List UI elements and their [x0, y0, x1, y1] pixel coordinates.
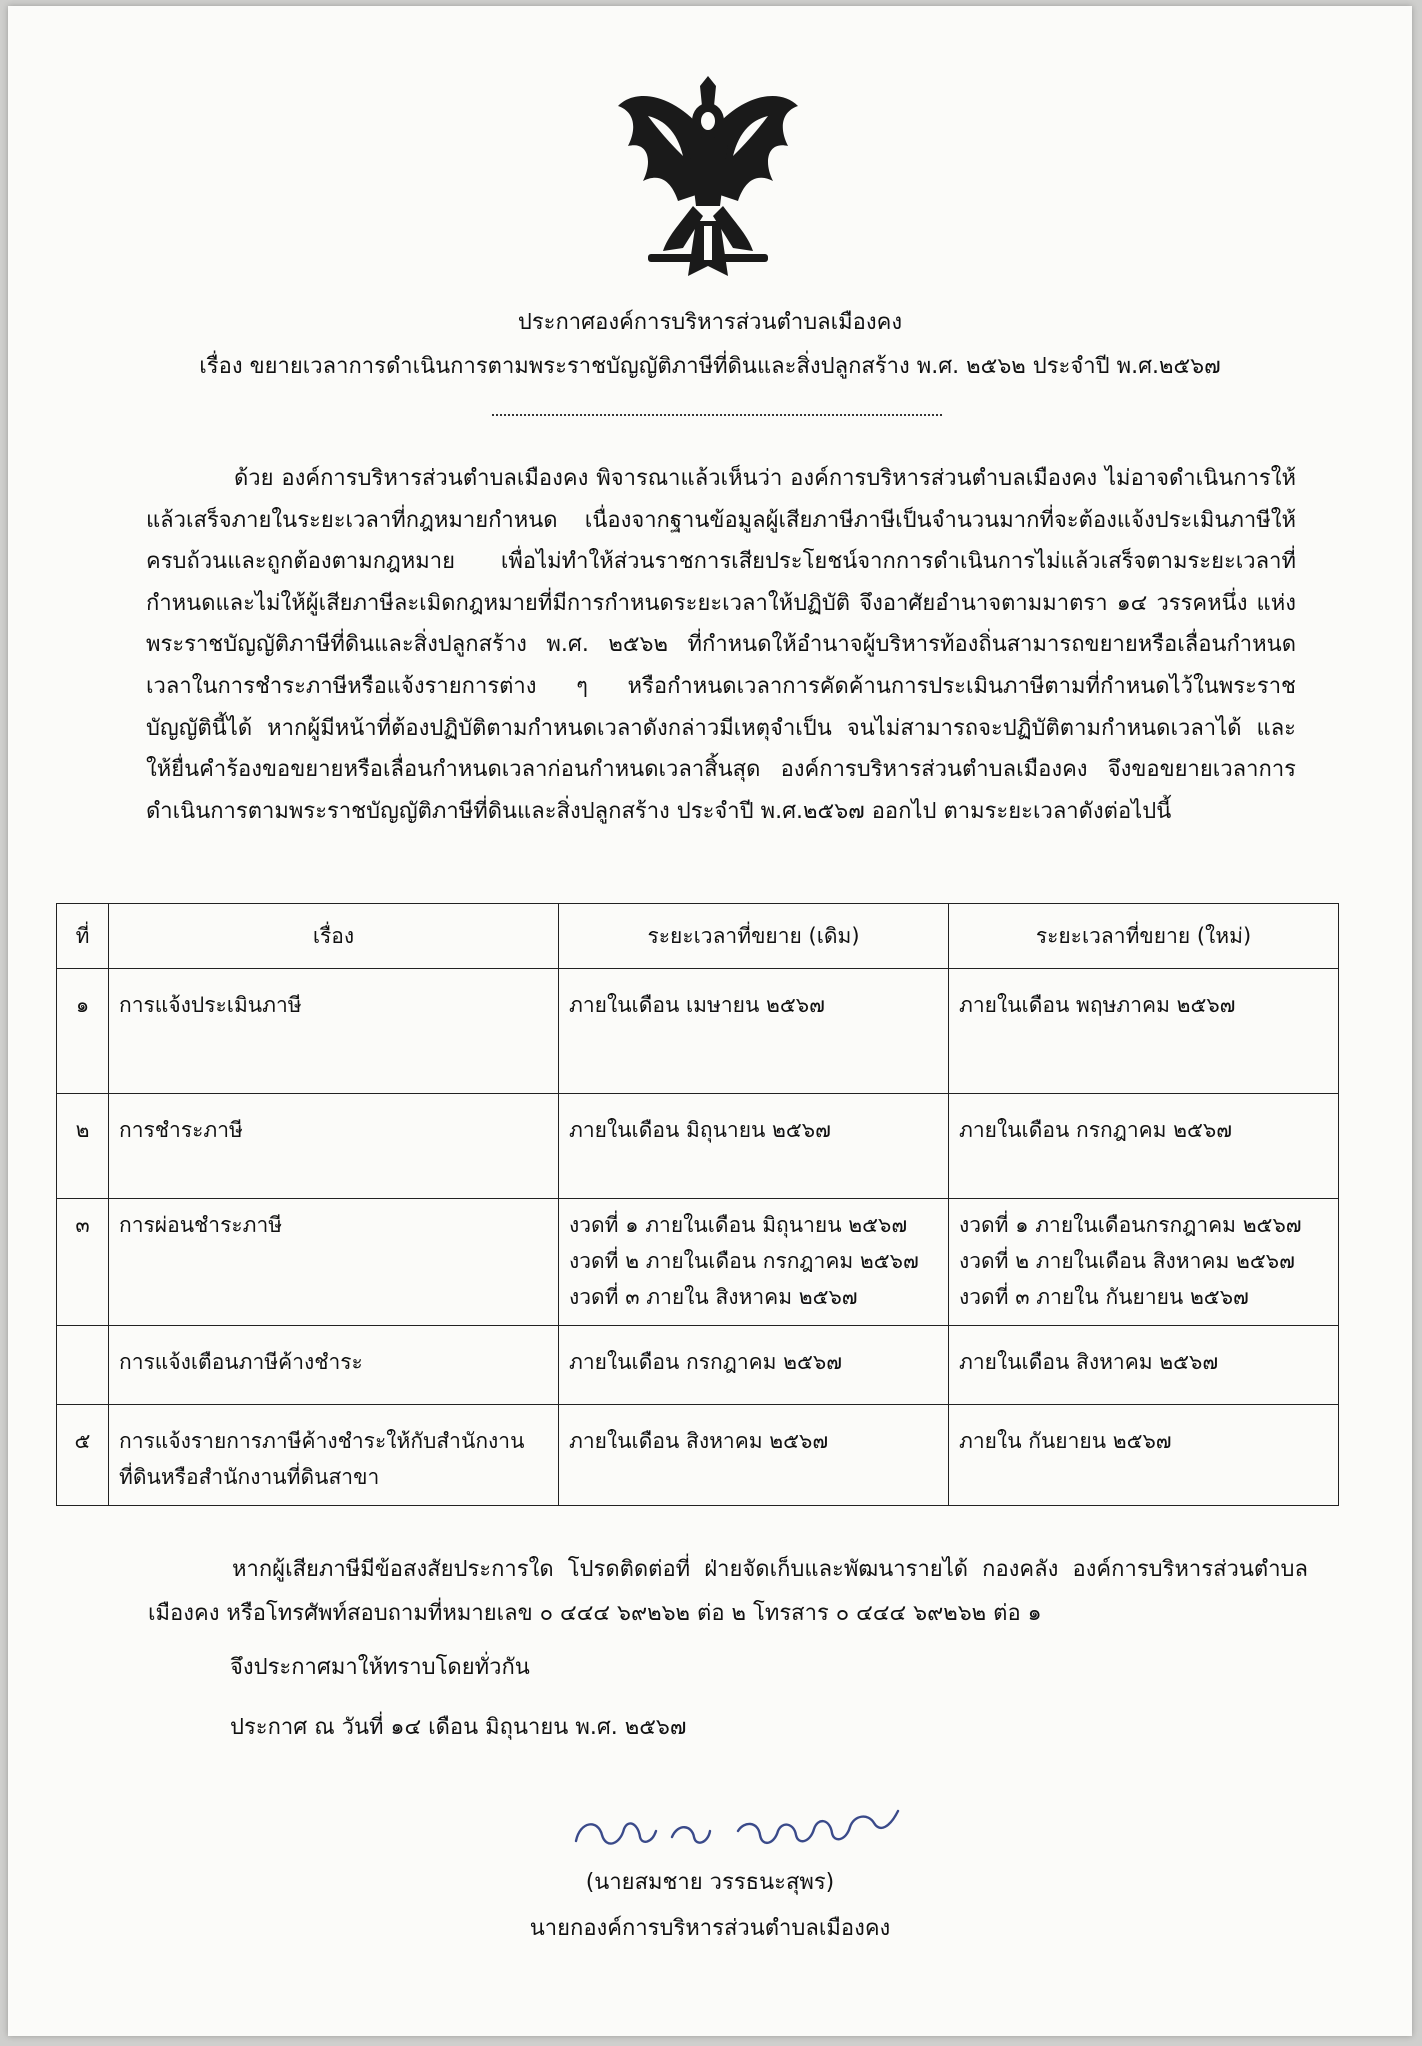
- row-topic: การแจ้งประเมินภาษี: [109, 969, 559, 1094]
- announcement-title: ประกาศองค์การบริหารส่วนตำบลเมืองคง: [517, 310, 903, 335]
- row-new-period: [949, 1199, 1339, 1326]
- column-header-old-period: ระยะเวลาที่ขยาย (เดิม): [559, 904, 949, 969]
- table-row: [57, 1199, 1339, 1326]
- row-old-period: ภายในเดือน สิงหาคม ๒๕๖๗: [559, 1405, 949, 1506]
- row-new-period: ภายในเดือน สิงหาคม ๒๕๖๗: [949, 1326, 1339, 1405]
- row-number: [57, 1326, 109, 1405]
- signatory-name: (นายสมชาย วรรธนะสุพร): [585, 1870, 835, 1895]
- table-row: [57, 969, 1339, 1094]
- table-header-row: [57, 904, 1339, 969]
- installment-line: งวดที่ ๒ ภายในเดือน สิงหาคม ๒๕๖๗: [959, 1249, 1295, 1273]
- row-old-period: ภายในเดือน กรกฎาคม ๒๕๖๗: [559, 1326, 949, 1405]
- installment-line: งวดที่ ๓ ภายใน กันยายน ๒๕๖๗: [959, 1285, 1249, 1309]
- dotted-divider: [492, 414, 942, 416]
- row-number: ๑: [57, 969, 109, 1094]
- document-page: [8, 6, 1412, 2036]
- installment-line: งวดที่ ๓ ภายใน สิงหาคม ๒๕๖๗: [569, 1285, 858, 1309]
- column-header-topic: เรื่อง: [109, 904, 559, 969]
- announce-line: จึงประกาศมาให้ทราบโดยทั่วกัน: [230, 1655, 530, 1680]
- announcement-subject: เรื่อง ขยายเวลาการดำเนินการตามพระราชบัญญัติภาษีที่ดินและสิ่งปลูกสร้าง พ.ศ. ๒๕๖๒ ประจำปี พ.ศ.๒๕๖๗: [199, 354, 1221, 379]
- table-row: [57, 1405, 1339, 1506]
- row-new-period: ภายในเดือน กรกฎาคม ๒๕๖๗: [949, 1094, 1339, 1199]
- installment-line: งวดที่ ๑ ภายในเดือนกรกฎาคม ๒๕๖๗: [959, 1213, 1302, 1237]
- column-header-new-period: ระยะเวลาที่ขยาย (ใหม่): [949, 904, 1339, 969]
- table-row: [57, 1326, 1339, 1405]
- installment-line: งวดที่ ๑ ภายในเดือน มิถุนายน ๒๕๖๗: [569, 1213, 908, 1237]
- table-row: [57, 1094, 1339, 1199]
- row-topic: [109, 1405, 559, 1506]
- row-new-period: ภายในเดือน พฤษภาคม ๒๕๖๗: [949, 969, 1339, 1094]
- date-line: ประกาศ ณ วันที่ ๑๔ เดือน มิถุนายน พ.ศ. ๒๕๖๗: [230, 1715, 687, 1740]
- contact-paragraph: หากผู้เสียภาษีมีข้อสงสัยประการใด โปรดติดต่อที่ ฝ่ายจัดเก็บและพัฒนารายได้ กองคลัง องค์การบริหารส่วนตำบลเมืองคง หรือโทรศัพท์สอบถามที่หมายเลข ๐ ๔๔๔ ๖๙๒๖๒ ต่อ ๒ โทรสาร ๐ ๔๔๔ ๖๙๒๖๒ ต่อ ๑: [148, 1557, 1308, 1626]
- installment-line: งวดที่ ๒ ภายในเดือน กรกฎาคม ๒๕๖๗: [569, 1249, 919, 1273]
- row-new-period: ภายใน กันยายน ๒๕๖๗: [949, 1405, 1339, 1506]
- row-old-period: ภายในเดือน เมษายน ๒๕๖๗: [559, 969, 949, 1094]
- row-number: ๒: [57, 1094, 109, 1199]
- signatory-position: นายกองค์การบริหารส่วนตำบลเมืองคง: [529, 1916, 891, 1941]
- row-old-period: ภายในเดือน มิถุนายน ๒๕๖๗: [559, 1094, 949, 1199]
- row-topic: การแจ้งเตือนภาษีค้างชำระ: [109, 1326, 559, 1405]
- body-paragraph: ด้วย องค์การบริหารส่วนตำบลเมืองคง พิจารณาแล้วเห็นว่า องค์การบริหารส่วนตำบลเมืองคง ไม่อาจดำเนินการให้แล้วเสร็จภายในระยะเวลาที่กฎหมายกำหนด เนื่องจากฐานข้อมูลผู้เสียภาษีภาษีเป็นจำนวนมากที่จะต้องแจ้งประเมินภาษีให้ครบถ้วนและถูกต้องตามกฎหมาย เพื่อไม่ทำให้ส่วนราชการเสียประโยชน์จากการดำเนินการไม่แล้วเสร็จตามระยะเวลาที่กำหนดและไม่ให้ผู้เสียภาษีละเมิดกฎหมายที่มีการกำหนดระยะเวลาให้ปฏิบัติ จึงอาศัยอำนาจตามมาตรา ๑๔ วรรคหนึ่ง แห่งพระราชบัญญัติภาษีที่ดินและสิ่งปลูกสร้าง พ.ศ. ๒๕๖๒ ที่กำหนดให้อำนาจผู้บริหารท้องถิ่นสามารถขยายหรือเลื่อนกำหนดเวลาในการชำระภาษีหรือแจ้งรายการต่าง ๆ หรือกำหนดเวลาการคัดค้านการประเมินภาษีตามที่กำหนดไว้ในพระราชบัญญัตินี้ได้ หากผู้มีหน้าที่ต้องปฏิบัติตามกำหนดเวลาดังกล่าวมีเหตุจำเป็น จนไม่สามารถจะปฏิบัติตามกำหนดเวลาได้ และให้ยื่นคำร้องขอขยายหรือเลื่อนกำหนดเวลาก่อนกำหนดเวลาสิ้นสุด องค์การบริหารส่วนตำบลเมืองคง จึงขอขยายเวลาการดำเนินการตามพระราชบัญญัติภาษีที่ดินและสิ่งปลูกสร้าง ประจำปี พ.ศ.๒๕๖๗ ออกไป ตามระยะเวลาดังต่อไปนี้: [146, 466, 1296, 824]
- topic-line: การแจ้งรายการภาษีค้างชำระให้กับสำนักงาน: [119, 1429, 525, 1453]
- row-number: ๓: [57, 1199, 109, 1326]
- handwritten-signature: [568, 1801, 908, 1857]
- column-header-no: ที่: [57, 904, 109, 969]
- topic-line: ที่ดินหรือสำนักงานที่ดินสาขา: [119, 1465, 380, 1489]
- schedule-table: [56, 903, 1339, 1506]
- row-topic: การผ่อนชำระภาษี: [109, 1199, 559, 1326]
- row-topic: การชำระภาษี: [109, 1094, 559, 1199]
- row-old-period: [559, 1199, 949, 1326]
- row-number: ๕: [57, 1405, 109, 1506]
- garuda-emblem-icon: [608, 76, 808, 286]
